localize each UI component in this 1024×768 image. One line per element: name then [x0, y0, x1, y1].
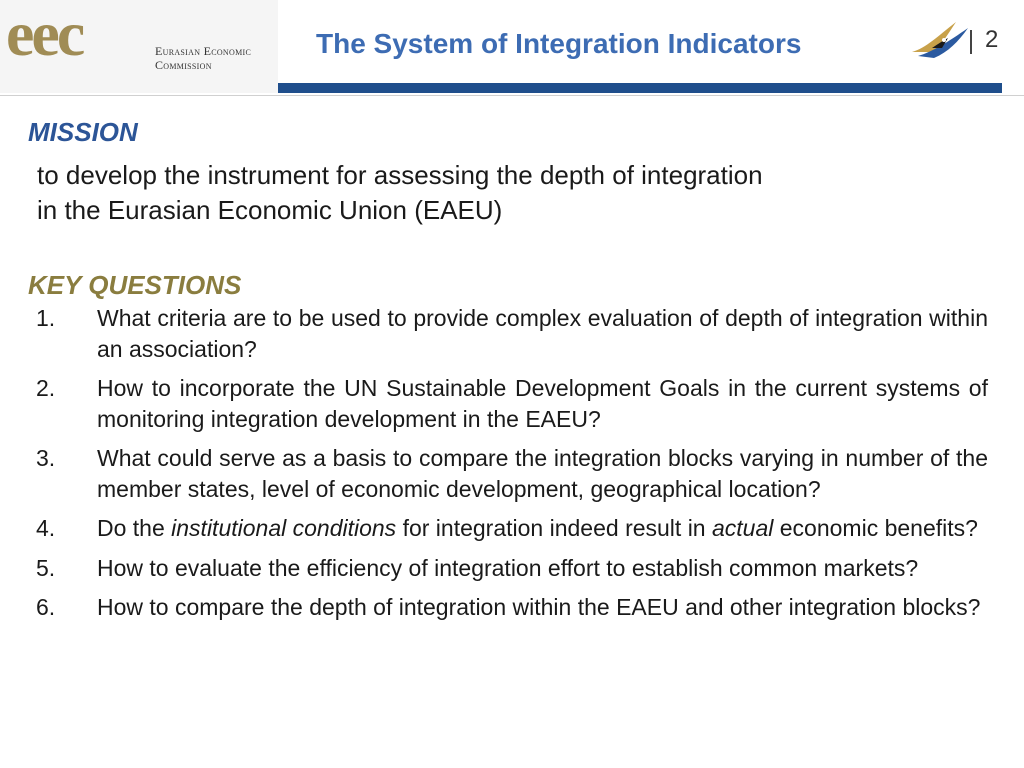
slide-header [0, 0, 1024, 96]
page-number: 2 [985, 26, 999, 53]
item-text-part: Do the [97, 515, 172, 541]
item-number: 5. [36, 554, 56, 581]
header-accent-bar [278, 83, 1002, 93]
item-text-part: for integration indeed result in [396, 515, 712, 541]
list-item [0, 373, 1024, 434]
item-number: 1. [36, 305, 56, 331]
org-name-line2: Commission [155, 58, 212, 72]
bird-emblem-icon [908, 18, 972, 66]
item-text: What criteria are to be used to provide complex evaluation of depth of integration within an association? [97, 305, 988, 362]
item-text: How to compare the depth of integration within the EAEU and other integration blocks? [97, 594, 981, 620]
list-item [0, 303, 1024, 364]
item-text-emphasis: institutional conditions [171, 515, 397, 541]
item-text-part: economic benefits? [773, 515, 978, 541]
org-name [155, 44, 251, 72]
mission-line1: to develop the instrument for assessing the depth of integration [37, 160, 763, 190]
slide-title: The System of Integration Indicators [316, 28, 802, 59]
item-text: How to incorporate the UN Sustainable Development Goals in the current systems of monitoring integration development in the EAEU? [97, 375, 988, 432]
list-item [0, 592, 1024, 623]
eec-logo: eec [6, 0, 83, 69]
key-questions-list [0, 303, 1024, 632]
list-item [0, 443, 1024, 504]
item-text: What could serve as a basis to compare the integration blocks varying in number of the member states, level of economic development, geographical location? [97, 445, 988, 502]
list-item [0, 553, 1024, 584]
key-questions-heading: KEY QUESTIONS [28, 270, 242, 300]
mission-line2: in the Eurasian Economic Union (EAEU) [37, 195, 503, 225]
item-text [97, 513, 988, 544]
item-text: How to evaluate the efficiency of integration effort to establish common markets? [97, 554, 919, 581]
header-divider [970, 30, 972, 54]
item-number: 2. [36, 375, 56, 401]
org-name-line1: Eurasian Economic [155, 44, 252, 58]
item-number: 6. [36, 594, 56, 620]
item-number: 3. [36, 445, 56, 471]
mission-heading: MISSION [28, 117, 138, 147]
logo-block [0, 0, 278, 93]
list-item [0, 513, 1024, 544]
item-text-emphasis: actual [712, 515, 774, 541]
item-number: 4. [36, 515, 56, 541]
mission-text [37, 158, 937, 228]
